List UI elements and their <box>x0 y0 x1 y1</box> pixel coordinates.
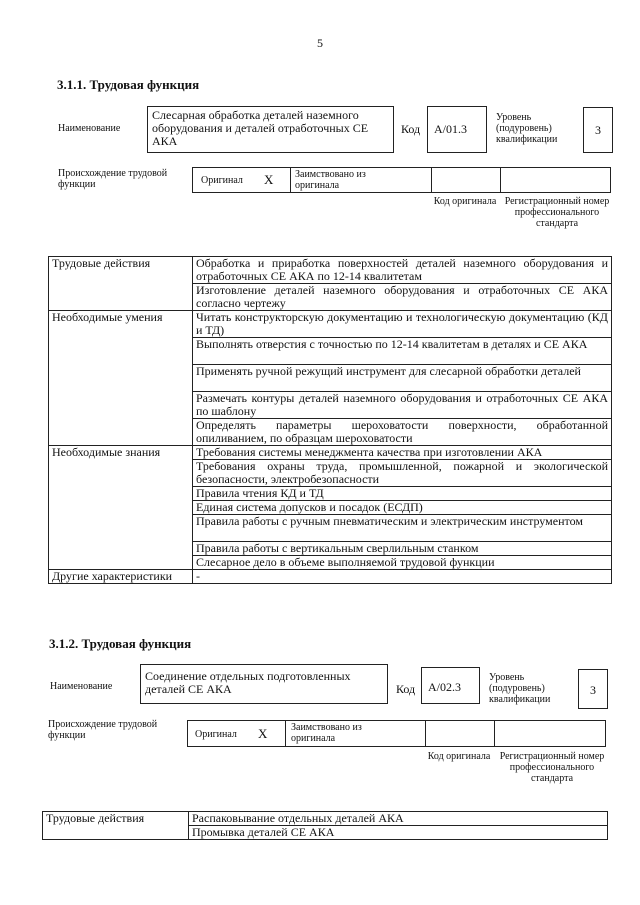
table-row <box>43 812 608 826</box>
row-label: Другие характеристики <box>49 570 193 584</box>
row-label: Трудовые действия <box>43 812 189 840</box>
code-original-label: Код оригинала <box>433 196 497 207</box>
borrowed-label: Заимствовано из оригинала <box>295 169 366 191</box>
original-mark: X <box>264 172 274 187</box>
row-label: Необходимые знания <box>49 446 193 570</box>
original-label: Оригинал <box>201 175 243 186</box>
divider <box>425 720 426 747</box>
level-value: 3 <box>590 683 596 697</box>
table-cell: Выполнять отверстия с точностью по 12-14 квалитетам в деталях и СЕ АКА <box>193 338 612 365</box>
function-table <box>48 256 612 584</box>
table-cell: Правила работы с вертикальным сверлильным станком <box>193 542 612 556</box>
code-label: Код <box>401 122 421 136</box>
name-label: Наименование <box>50 681 113 692</box>
table-row <box>49 311 612 338</box>
row-label: Необходимые умения <box>49 311 193 446</box>
row-label: Трудовые действия <box>49 257 193 311</box>
level-box <box>578 669 608 709</box>
table-cell: Размечать контуры деталей наземного оборудования и отработочных СЕ АКА по шаблону <box>193 392 612 419</box>
code-value: А/01.3 <box>434 122 467 136</box>
code-box <box>427 106 487 153</box>
table-cell: Читать конструкторскую документацию и технологическую документацию (КД и ТД) <box>193 311 612 338</box>
table-cell: Единая система допусков и посадок (ЕСДП) <box>193 501 612 515</box>
function-name: Слесарная обработка деталей наземного оборудования и деталей отработочных СЕ АКА <box>152 108 369 148</box>
reg-number-label: Регистрационный номер профессионального стандарта <box>499 751 605 784</box>
table-cell: Требования системы менеджмента качества при изготовлении АКА <box>193 446 612 460</box>
original-label: Оригинал <box>195 729 237 740</box>
table-row <box>49 257 612 284</box>
table-cell: - <box>193 570 612 584</box>
table-cell: Слесарное дело в объеме выполняемой трудовой функции <box>193 556 612 570</box>
code-original-label: Код оригинала <box>427 751 491 762</box>
level-box <box>583 107 613 153</box>
table-cell: Применять ручной режущий инструмент для слесарной обработки деталей <box>193 365 612 392</box>
origin-label: Происхождение трудовой функции <box>48 719 158 741</box>
code-label: Код <box>396 682 416 696</box>
table-cell: Требования охраны труда, промышленной, пожарной и экологической безопасности, электробезопасности <box>193 460 612 487</box>
table-cell: Правила чтения КД и ТД <box>193 487 612 501</box>
section-heading: 3.1.1. Трудовая функция <box>57 77 200 92</box>
table-cell: Определять параметры шероховатости поверхности, обработанной опиливанием, по образцам шероховатости <box>193 419 612 446</box>
reg-number-label: Регистрационный номер профессионального стандарта <box>504 196 610 229</box>
borrowed-label: Заимствовано из оригинала <box>291 722 362 744</box>
table-cell: Обработка и приработка поверхностей деталей наземного оборудования и отработочных СЕ АКА по 12-14 квалитетам <box>193 257 612 284</box>
level-label: Уровень (подуровень) квалификации <box>489 672 551 705</box>
table-cell: Промывка деталей СЕ АКА <box>189 826 608 840</box>
table-row <box>49 570 612 584</box>
original-mark: X <box>258 726 268 741</box>
origin-label: Происхождение трудовой функции <box>58 168 168 190</box>
code-value: А/02.3 <box>428 680 461 694</box>
divider <box>500 167 501 193</box>
name-label: Наименование <box>58 123 121 134</box>
section-heading: 3.1.2. Трудовая функция <box>49 636 192 651</box>
level-value: 3 <box>595 123 601 137</box>
table-cell: Правила работы с ручным пневматическим и электрическим инструментом <box>193 515 612 542</box>
table-cell: Изготовление деталей наземного оборудования и отработочных СЕ АКА согласно чертежу <box>193 284 612 311</box>
table-row <box>49 446 612 460</box>
function-name-box <box>147 106 394 153</box>
divider <box>290 167 291 193</box>
function-name-box <box>140 664 388 704</box>
function-table <box>42 811 608 840</box>
divider <box>494 720 495 747</box>
function-name: Соединение отдельных подготовленных деталей СЕ АКА <box>145 669 351 696</box>
level-label: Уровень (подуровень) квалификации <box>496 112 558 145</box>
divider <box>431 167 432 193</box>
origin-row <box>187 720 606 747</box>
table-cell: Распаковывание отдельных деталей АКА <box>189 812 608 826</box>
page-number: 5 <box>317 36 323 50</box>
divider <box>285 720 286 747</box>
origin-row <box>192 167 611 193</box>
code-box <box>421 667 480 704</box>
